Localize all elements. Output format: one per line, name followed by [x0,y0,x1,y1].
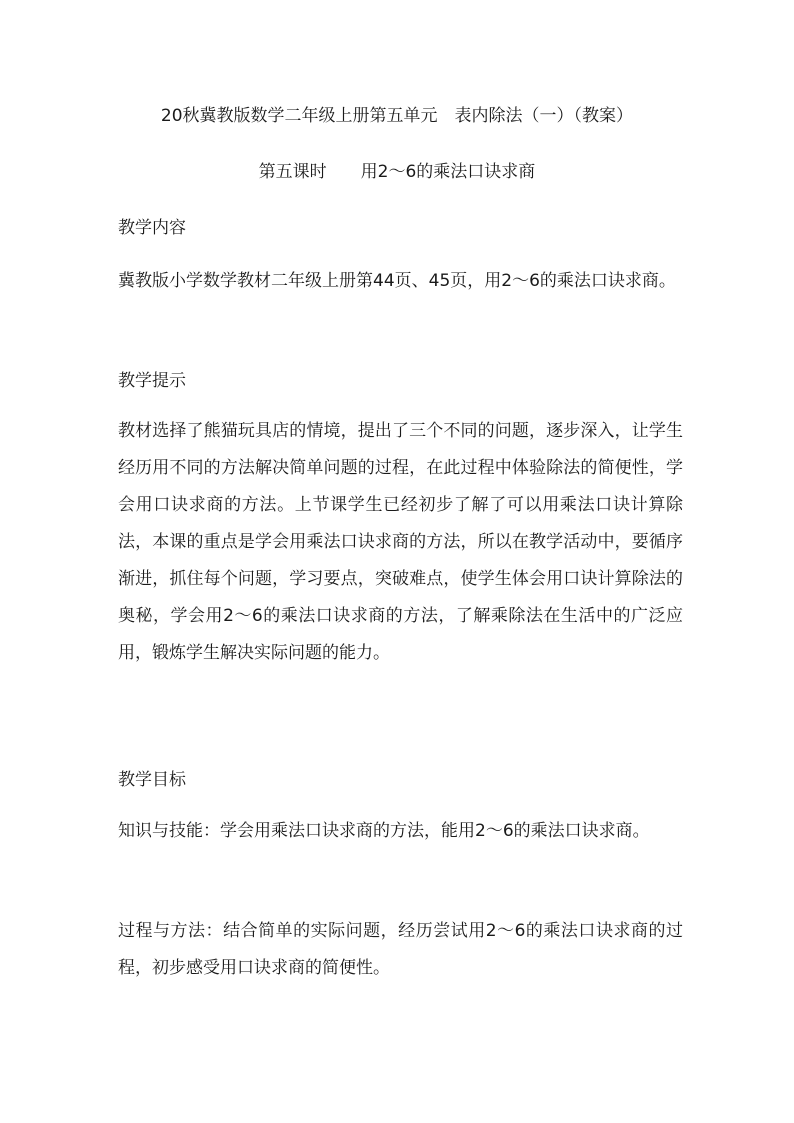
lesson-subtitle: 第五课时 用2～6的乘法口诀求商 [258,162,536,182]
section-paragraph-goal-knowledge: 知识与技能：学会用乘法口诀求商的方法，能用2～6的乘法口诀求商。 [118,821,650,841]
section-paragraph-content: 冀教版小学数学教材二年级上册第44页、45页，用2～6的乘法口诀求商。 [118,271,676,291]
section-heading-hint: 教学提示 [118,371,186,391]
document-title: 20秋冀教版数学二年级上册第五单元 表内除法（一）（教案） [160,106,634,126]
section-paragraph-hint: 教材选择了熊猫玩具店的情境，提出了三个不同的问题，逐步深入，让学生经历用不同的方法解决简单问题的过程，在此过程中体验除法的简便性，学会用口诀求商的方法。上节课学生已经初步了解了可以用乘法口诀计算除法，本课的重点是学会用乘法口诀求商的方法，所以在教学活动中，要循序渐进，抓住每个问题，学习要点，突破难点，使学生体会用口诀计算除法的奥秘，学会用2～6的乘法口诀求商的方法，了解乘除法在生活中的广泛应用，锻炼学生解决实际问题的能力。 [118,421,683,663]
section-paragraph-goal-process: 过程与方法：结合简单的实际问题，经历尝试用2～6的乘法口诀求商的过程，初步感受用口诀求商的简便性。 [118,921,683,978]
section-heading-goals: 教学目标 [118,770,186,790]
section-heading-content: 教学内容 [118,218,186,238]
